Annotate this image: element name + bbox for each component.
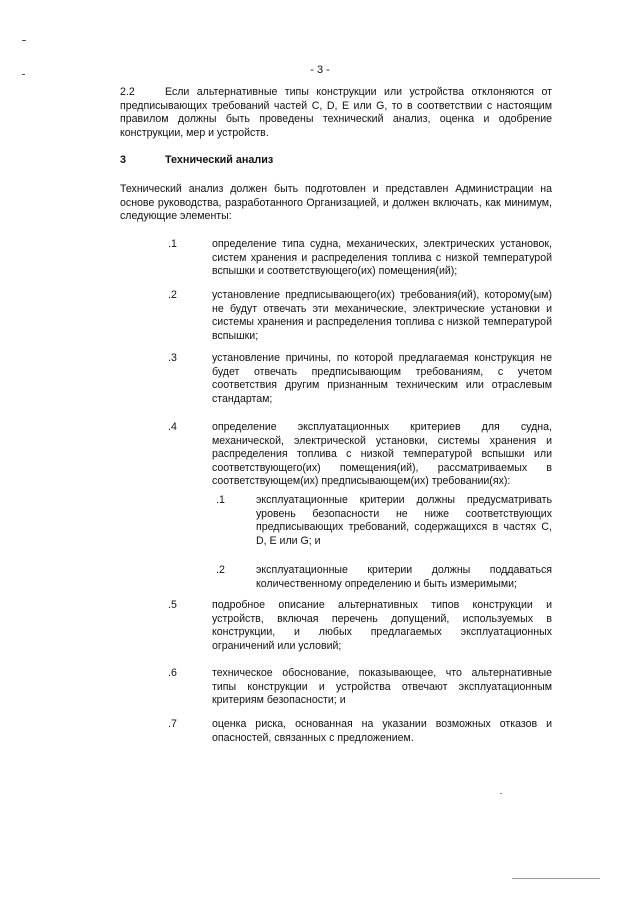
subitem-number: .1 [216, 494, 225, 506]
item-text: подробное описание альтернативных типов конструкции и устройств, включая перечень допущений, используемых в конструкции, и любых предлагаемых эксплуатационных ограничений или условий; [212, 599, 552, 652]
item-text: оценка риска, основанная на указании возможных отказов и опасностей, связанных с предложением. [212, 718, 552, 744]
item-text: определение типа судна, механических, электрических установок, систем хранения и распределения топлива с низкой температурой вспышки и соответствующего(их) помещения(ий); [212, 238, 552, 277]
item-number: .7 [168, 718, 177, 730]
item-number: .1 [168, 238, 177, 250]
subitem-text: эксплуатационные критерии должны предусматривать уровень безопасности не ниже соответствующих предписывающих требований, содержащихся в частях С, D, Е или G; и [256, 494, 552, 547]
paragraph-number: 2.2 [120, 86, 135, 98]
item-text: техническое обоснование, показывающее, что альтернативные типы конструкции и устройства отвечают эксплуатационным критериям безопасности; и [212, 667, 552, 706]
item-text: установление причины, по которой предлагаемая конструкция не будет отвечать предписывающим требованиям, с учетом соответствия другим признанным техническим или отраслевым стандартам; [212, 352, 552, 405]
scan-mark [22, 40, 26, 41]
item-number: .4 [168, 421, 177, 433]
scan-mark [512, 878, 600, 879]
subitem-number: .2 [216, 564, 225, 576]
section-heading [120, 154, 273, 168]
item-text: установление предписывающего(их) требования(ий), которому(ым) не будут отвечать эти механические, электрические установки и системы хранения и распределения топлива с низкой температурой вспышки; [212, 289, 552, 342]
item-number: .6 [168, 667, 177, 679]
item-number: .3 [168, 352, 177, 364]
paragraph-text: Если альтернативные типы конструкции или устройства отклоняются от предписывающих требований частей С, D, Е или G, то в соответствии с настоящим правилом должны быть проведены технический анализ, оценка и одобрение конструкции, мер и устройств. [120, 86, 552, 139]
scan-mark [500, 793, 502, 794]
item-text: определение эксплуатационных критериев для судна, механической, электрической установки, системы хранения и распределения топлива с низкой температурой вспышки или соответствующего(их) помещения(ий), рассматриваемых в соответствующем(их) предписывающем(их) требовании(ях): [212, 421, 552, 487]
paragraph-2-2 [120, 86, 552, 140]
page-number: - 3 - [310, 64, 330, 76]
item-number: .5 [168, 599, 177, 611]
item-number: .2 [168, 289, 177, 301]
intro-paragraph: Технический анализ должен быть подготовлен и представлен Администрации на основе руководства, разработанного Организацией, и должен включать, как минимум, следующие элементы: [120, 183, 552, 222]
subitem-text: эксплуатационные критерии должны поддаваться количественному определению и быть измеримыми; [256, 564, 552, 590]
section-number: 3 [120, 154, 127, 166]
section-title: Технический анализ [165, 154, 274, 166]
